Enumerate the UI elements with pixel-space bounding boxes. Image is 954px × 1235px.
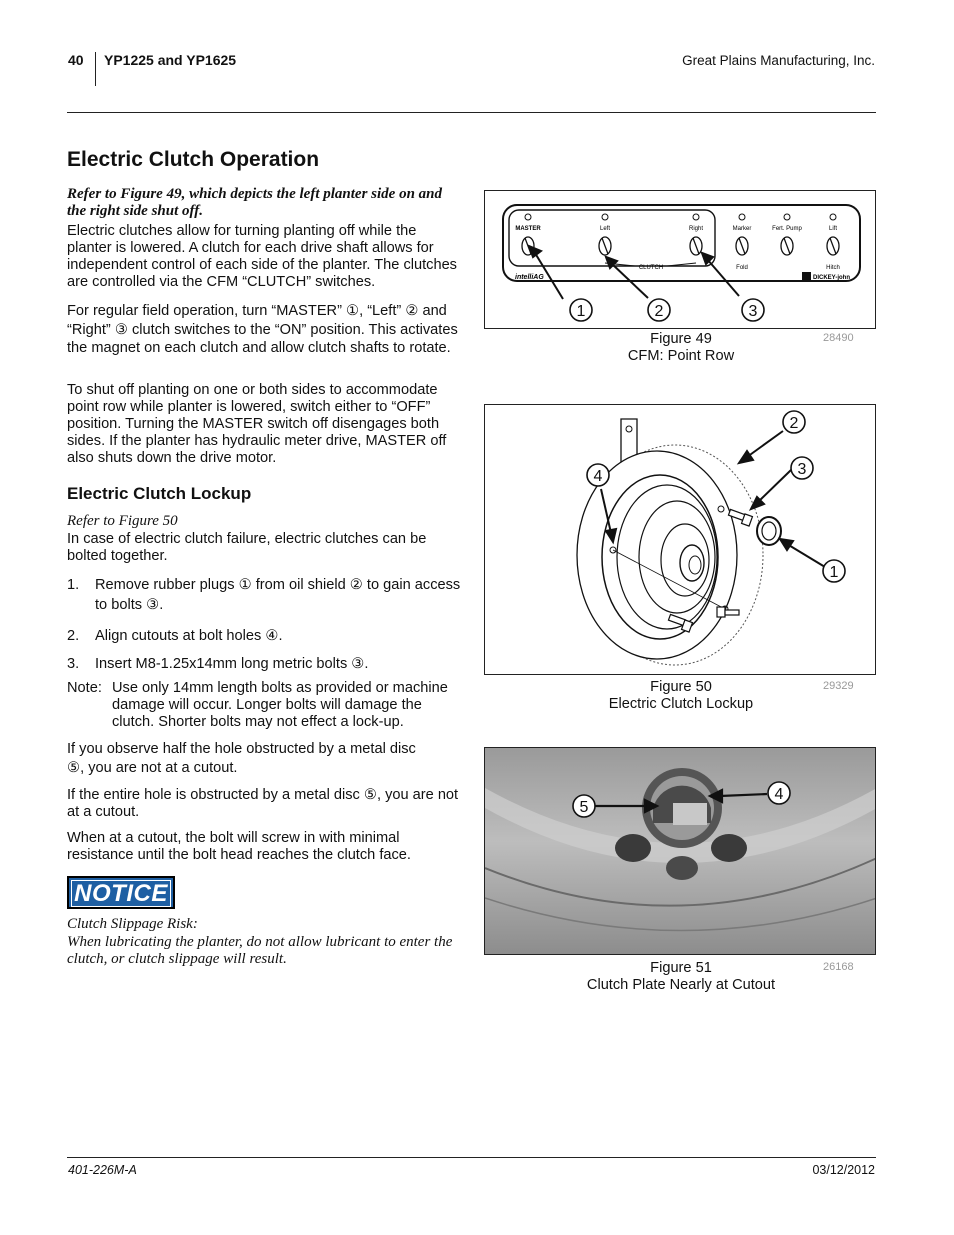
callout-4: 4	[593, 468, 603, 485]
callout-2: 2	[789, 415, 799, 432]
paragraph-entire-obstructed: If the entire hole is obstructed by a metal disc ⑤, you are not at a cutout.	[67, 787, 459, 820]
company-name: Great Plains Manufacturing, Inc.	[682, 53, 875, 68]
switch-left	[599, 214, 611, 255]
callout-5: 5	[579, 799, 589, 816]
step-text: Align cutouts at bolt holes ④.	[95, 628, 283, 644]
step-number: 1.	[67, 577, 80, 593]
note-block	[67, 680, 459, 732]
note-label: Note:	[67, 680, 102, 696]
notice-label: NOTICE	[71, 880, 171, 907]
step-text: Insert M8-1.25x14mm long metric bolts ③.	[95, 656, 369, 672]
figure-50-title: Electric Clutch Lockup	[608, 696, 754, 712]
switch-label: Right	[688, 226, 704, 232]
figure-49-title: CFM: Point Row	[627, 348, 735, 364]
note-text: Use only 14mm length bolts as provided or machine damage will occur. Longer bolts will damage the clutch. Shorter bolts may not effect a lock-up.	[112, 680, 448, 730]
paragraph-field-operation: For regular field operation, turn “MASTER” ①, “Left” ② and “Right” ③ clutch switches to the “ON” position. This activates the magnet on each clutch and allow clutch shafts to rotate.	[67, 303, 458, 356]
figure-51-number: Figure 51	[650, 960, 712, 976]
dickey-john-logo-mark	[802, 272, 811, 280]
callout-3: 3	[797, 461, 807, 478]
figure-49-image	[484, 190, 876, 329]
document-number: 401-226M-A	[68, 1163, 137, 1177]
paragraph-shut-off: To shut off planting on one or both sides to accommodate point row while planter is lowered, switch either to “OFF” position. Turning the MASTER switch off disengages both sides. If the planter has hydraulic meter drive, MASTER off also shuts down the drive motor.	[67, 382, 447, 466]
notice-risk-text: When lubricating the planter, do not allow lubricant to enter the clutch, or clutch slippage will result.	[67, 934, 453, 967]
figure-49-number: Figure 49	[650, 331, 712, 347]
clutch-exploded-illustration	[485, 405, 876, 675]
callout-1: 1	[829, 564, 839, 581]
switch-label: Fert. Pump	[772, 226, 802, 232]
fold-label: Fold	[736, 265, 748, 271]
section-title: Electric Clutch Operation	[67, 148, 320, 171]
clutch-plate-photo	[485, 748, 876, 955]
header-rule	[67, 112, 876, 113]
intro-reference: Refer to Figure 49, which depicts the left planter side on and the right side shut off.	[67, 186, 443, 219]
switch-fert-pump	[772, 214, 802, 255]
clutch-label: CLUTCH	[638, 265, 664, 271]
step-number: 3.	[67, 656, 80, 672]
figure-51-image	[484, 747, 876, 955]
header-divider	[95, 52, 96, 86]
figure-51-image-id: 26168	[823, 961, 854, 973]
figure-50-image-id: 29329	[823, 680, 854, 692]
figure-50-number: Figure 50	[650, 679, 712, 695]
publication-date: 03/12/2012	[812, 1163, 875, 1177]
callout-4: 4	[774, 786, 784, 803]
figure-50-image	[484, 404, 876, 675]
page-number: 40	[68, 52, 84, 68]
figure-51-title: Clutch Plate Nearly at Cutout	[586, 977, 776, 993]
notice-badge	[67, 876, 175, 909]
step-number: 2.	[67, 628, 80, 644]
lockup-reference: Refer to Figure 50	[67, 513, 178, 529]
step-text: Remove rubber plugs ① from oil shield ② to gain access to bolts ③.	[95, 577, 461, 613]
switch-marker	[733, 214, 752, 255]
dickey-john-logo: DICKEY-john	[813, 275, 850, 281]
figure-49-caption	[484, 331, 878, 365]
switch-label: Lift	[828, 226, 838, 232]
cfm-panel-illustration	[485, 191, 876, 329]
subsection-title: Electric Clutch Lockup	[67, 484, 252, 503]
model-title: YP1225 and YP1625	[104, 52, 237, 68]
notice-risk-title: Clutch Slippage Risk:	[67, 916, 198, 932]
switch-label: Marker	[732, 226, 752, 232]
callout-2: 2	[654, 303, 664, 320]
switch-label: Left	[599, 226, 611, 232]
figure-50-caption	[484, 679, 878, 713]
paragraph-clutch-intro: Electric clutches allow for turning planting off while the planter is lowered. A clutch for each drive shaft allows for independent control of each side of the planter. The clutches are controlled via the CFM “CLUTCH” switches.	[67, 223, 457, 290]
callout-1: 1	[576, 303, 586, 320]
intelliag-logo: intelliAG	[515, 274, 544, 281]
paragraph-half-obstructed: If you observe half the hole obstructed by a metal disc ⑤, you are not at a cutout.	[67, 741, 416, 776]
switch-label: MASTER	[515, 226, 541, 232]
switch-right	[689, 214, 703, 255]
paragraph-at-cutout: When at a cutout, the bolt will screw in with minimal resistance until the bolt head reaches the clutch face.	[67, 830, 411, 863]
paragraph-lockup-intro: In case of electric clutch failure, electric clutches can be bolted together.	[67, 531, 427, 564]
switch-lift	[827, 214, 839, 255]
figure-51-caption	[484, 960, 878, 994]
figure-49-image-id: 28490	[823, 332, 854, 344]
hitch-label: Hitch	[826, 265, 840, 271]
footer-rule	[67, 1157, 876, 1158]
callout-3: 3	[748, 303, 758, 320]
